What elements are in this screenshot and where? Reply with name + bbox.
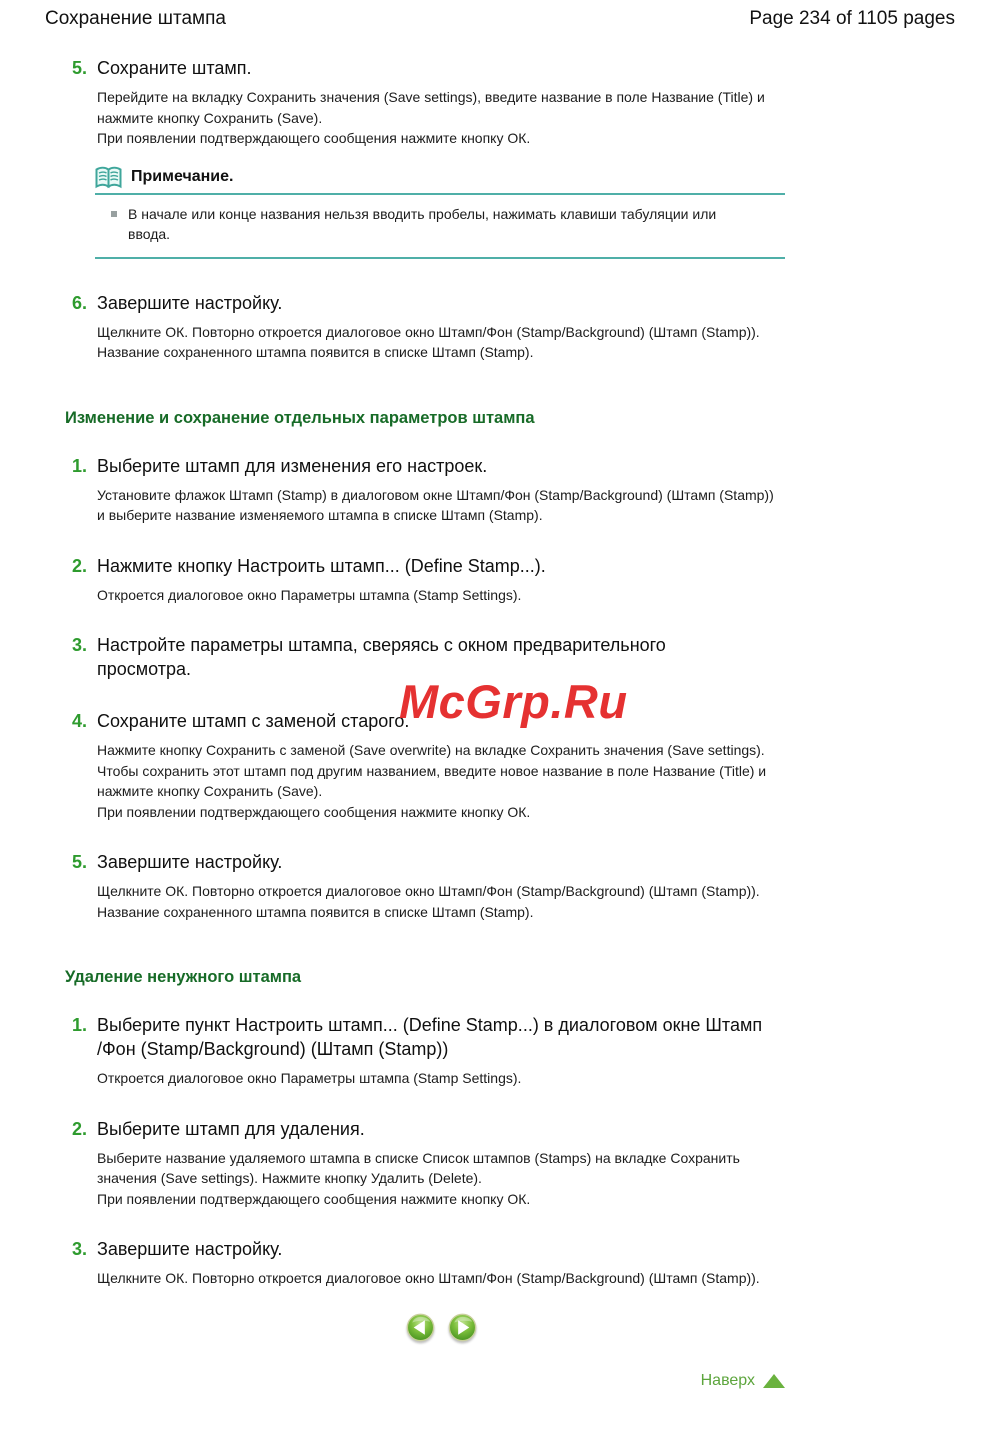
step-title: Завершите настройку. (97, 1239, 283, 1259)
step-title: Выберите штамп для удаления. (97, 1118, 365, 1139)
step-number: 3. (72, 1239, 88, 1259)
step-number: 5. (72, 58, 88, 78)
back-to-top-row (45, 1372, 785, 1390)
open-book-icon (95, 166, 122, 189)
paragraph: Нажмите кнопку Сохранить с заменой (Save overwrite) на вкладке Сохранить значения (Save settings). (97, 742, 765, 758)
step-text (97, 740, 785, 822)
paragraph: Щелкните ОК. Повторно откроется диалоговое окно Штамп/Фон (Stamp/Background) (Штамп (Stamp)). (97, 883, 760, 899)
paragraph: Щелкните ОК. Повторно откроется диалоговое окно Штамп/Фон (Stamp/Background) (Штамп (Stamp)). (97, 323, 760, 340)
paragraph: Щелкните ОК. Повторно откроется диалоговое окно Штамп/Фон (Stamp/Background) (Штамп (Stamp)). (97, 1270, 760, 1286)
step-b4 (72, 709, 955, 822)
step-text (97, 87, 785, 149)
paragraph: Название сохраненного штампа появится в списке Штамп (Stamp). (97, 344, 534, 360)
step-number: 5. (72, 852, 88, 872)
next-page-button[interactable] (448, 1313, 477, 1342)
note-item (111, 204, 775, 245)
step-text (97, 1148, 785, 1210)
page-header (0, 0, 1000, 30)
step-title: Нажмите кнопку Настроить штамп... (Define Stamp...). (97, 555, 546, 576)
steps-section-b (72, 454, 955, 923)
step-number: 2. (72, 1118, 88, 1139)
arrow-left-icon (406, 1313, 435, 1342)
step-a5 (72, 56, 955, 259)
square-bullet-icon (111, 211, 117, 217)
step-number: 4. (72, 711, 88, 731)
step-text (97, 585, 785, 606)
steps-section-a (72, 56, 955, 363)
note-body (95, 195, 785, 259)
step-number: 6. (72, 292, 88, 313)
paragraph: Выберите название удаляемого штампа в списке Список штампов (Stamps) на вкладке Сохранить значения (Save settings). Нажмите кнопку Удалить (Delete). (97, 1149, 740, 1186)
note-item-text: В начале или конце названия нельзя вводить пробелы, нажимать клавиши табуляции или ввода. (128, 205, 717, 242)
paragraph: При появлении подтверждающего сообщения нажмите кнопку ОК. (97, 130, 531, 146)
step-title: Завершите настройку. (97, 852, 283, 872)
step-number: 1. (72, 1015, 88, 1035)
paragraph: При появлении подтверждающего сообщения нажмите кнопку ОК. (97, 1190, 531, 1207)
step-title: Сохраните штамп с заменой старого. (97, 711, 410, 731)
watermark: McGrp.Ru (399, 675, 628, 728)
back-to-top-label: Наверх (700, 1371, 755, 1389)
step-b1 (72, 454, 955, 526)
steps-section-c (72, 1013, 955, 1289)
step-title: Завершите настройку. (97, 292, 283, 313)
document-title: Сохранение штампа (45, 8, 226, 29)
paragraph: Чтобы сохранить этот штамп под другим названием, введите новое название в поле Название (Title) и нажмите кнопку Сохранить (Save). (97, 762, 767, 799)
paragraph: Откроется диалоговое окно Параметры штампа (Stamp Settings). (97, 1070, 522, 1086)
step-number: 3. (72, 635, 88, 655)
page-navigation (97, 1313, 785, 1342)
step-title: Сохраните штамп. (97, 58, 252, 78)
section-heading-edit-save: Изменение и сохранение отдельных параметров штампа (65, 408, 535, 427)
step-title: Выберите пункт Настроить штамп... (Define Stamp...) в диалоговом окне Штамп /Фон (Stamp/Background) (Штамп (Stamp)) (97, 1015, 763, 1059)
page-counter: Page 234 of 1105 pages (749, 8, 955, 29)
step-text (97, 1068, 785, 1089)
step-a6 (72, 291, 955, 363)
paragraph: Название сохраненного штампа появится в списке Штамп (Stamp). (97, 903, 534, 920)
step-number: 1. (72, 455, 88, 476)
page-content (0, 56, 1000, 1450)
note-title: Примечание. (131, 168, 234, 185)
note-box (95, 166, 785, 259)
back-to-top-link[interactable] (701, 1372, 785, 1390)
paragraph: Откроется диалоговое окно Параметры штампа (Stamp Settings). (97, 586, 522, 603)
step-text (97, 485, 785, 526)
section-heading-delete: Удаление ненужного штампа (65, 968, 302, 986)
step-number: 2. (72, 555, 88, 576)
step-text (97, 881, 785, 922)
step-title: Выберите штамп для изменения его настроек. (97, 455, 488, 476)
step-b2 (72, 554, 955, 606)
step-c2 (72, 1117, 955, 1210)
note-header (95, 166, 785, 195)
step-b3 (72, 633, 955, 681)
step-text (97, 1268, 785, 1289)
step-c1 (72, 1013, 955, 1089)
paragraph: Установите флажок Штамп (Stamp) в диалоговом окне Штамп/Фон (Stamp/Background) (Штамп (Stamp)) и выберите название изменяемого штампа в списке Штамп (Stamp). (97, 486, 774, 523)
step-title: Настройте параметры штампа, сверяясь с окном предварительного просмотра. (97, 635, 666, 679)
previous-page-button[interactable] (406, 1313, 435, 1342)
up-triangle-icon (763, 1374, 785, 1388)
step-text (97, 322, 785, 363)
step-b5 (72, 850, 955, 922)
step-c3 (72, 1237, 955, 1289)
paragraph: Перейдите на вкладку Сохранить значения (Save settings), введите название в поле Название (Title) и нажмите кнопку Сохранить (Save). (97, 89, 765, 126)
paragraph: При появлении подтверждающего сообщения нажмите кнопку ОК. (97, 803, 531, 820)
arrow-right-icon (448, 1313, 477, 1342)
